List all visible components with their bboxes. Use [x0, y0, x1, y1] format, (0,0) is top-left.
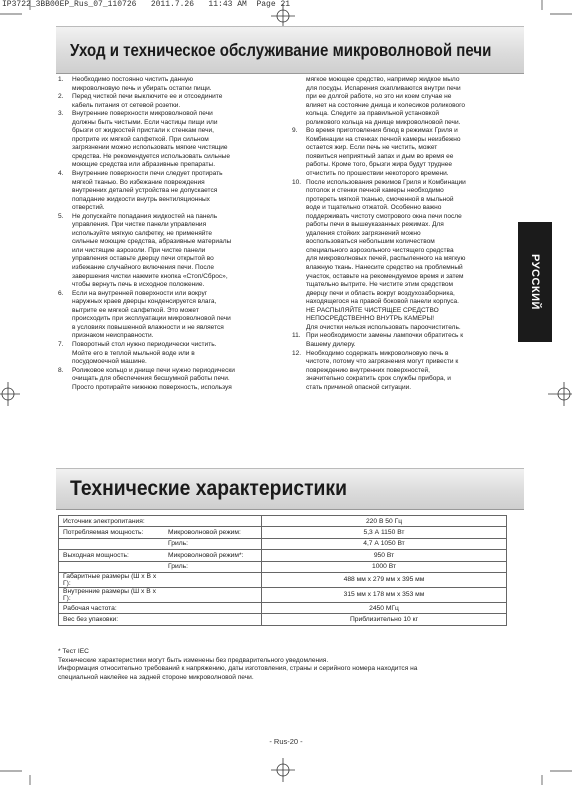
note-line: Информация относительно требований к напряжению, даты изготовления, страны и серийного номера находится на	[58, 665, 418, 673]
care-item-line: роликового кольца на днище микроволновой печи.	[306, 118, 461, 126]
care-item-line: воде и тщательно отжатой. Особенно важно	[306, 204, 442, 212]
care-item	[58, 170, 276, 213]
care-item-line: влажную ткань. Нанесите средство на проблемный	[306, 264, 463, 272]
care-item-line: внутренних деталей устройства не допускается	[72, 187, 218, 195]
care-item-line: кабель питания от сетевой розетки.	[72, 101, 181, 109]
care-item	[292, 127, 510, 178]
care-item	[292, 332, 510, 349]
care-item-line: Просто протирайте нижнюю поверхность, используя	[72, 383, 232, 391]
care-item-line: повреждению внутренних поверхностей,	[306, 366, 430, 374]
spec-value: 5,3 А 1150 Вт	[262, 527, 507, 538]
care-item-line: работы печи в вышеуказанных режимах. Для	[306, 221, 444, 229]
care-item-number: 2.	[58, 93, 64, 101]
care-item-line: Не допускайте попадания жидкостей на панель	[72, 212, 218, 220]
care-item-line: или чистящие аэрозоли. При чистке панели	[72, 246, 206, 254]
care-item-number: 11.	[292, 332, 301, 340]
care-item-line: Если на внутренней поверхности или вокруг	[72, 289, 208, 297]
care-item-line: должны быть чистыми. Если частицы пищи или	[72, 118, 218, 126]
care-item-line: сильные моющие средства, абразивные материалы	[72, 238, 232, 246]
care-item-line: моющие средства или абразивные препараты.	[72, 161, 216, 169]
spec-sublabel: Гриль:	[164, 561, 262, 572]
spec-label: Потребляемая мощность:	[59, 527, 165, 538]
spec-row	[59, 516, 507, 527]
care-item-line: при ее долгой работе, но это ни коем случае не	[306, 93, 452, 101]
care-item-number: 8.	[58, 366, 64, 374]
care-item-number: 5.	[58, 212, 64, 220]
care-item-line: загрязнении можно использовать мягкие чистящие	[72, 144, 228, 152]
care-item-line: Перед чисткой печи выключите ее и отсоедините	[72, 93, 223, 101]
care-item-number: 6.	[58, 289, 64, 297]
spec-row	[59, 538, 507, 549]
spec-label: Габаритные размеры (Ш x В x Г):	[59, 572, 165, 587]
care-item-line: Внутренние поверхности микроволновой печи	[72, 110, 213, 118]
print-slug: IP3722_3BB00EP_Rus_07_110726 2011.7.26 11:43 AM Page 21	[2, 0, 291, 9]
care-item-line: НЕ РАСПЫЛЯЙТЕ ЧИСТЯЩЕЕ СРЕДСТВО	[306, 306, 439, 314]
care-item-line: чтобы вернуть печь в исходное положение.	[72, 281, 205, 289]
spec-sublabel: Гриль:	[164, 538, 262, 549]
spec-label: Вес без упаковки:	[59, 614, 165, 625]
care-item-line: отчистить по прошествии некоторого времени.	[306, 170, 449, 178]
specs-table	[58, 515, 507, 626]
care-item	[58, 290, 276, 341]
care-item	[292, 179, 510, 333]
care-item-line: брызги от жидкостей пристали к стенкам печи,	[72, 127, 214, 135]
care-item-line: для посуды. Испарения скапливаются внутри печи	[306, 84, 461, 92]
spec-row	[59, 527, 507, 538]
spec-row	[59, 602, 507, 613]
care-item-line: избежание случайного включения печи. После	[72, 264, 215, 272]
spec-value: 315 мм x 178 мм x 353 мм	[262, 587, 507, 602]
care-item-line: мягкой тканью. Во избежание повреждения	[72, 178, 205, 186]
care-item-line: управления. При чистке панели управления	[72, 221, 207, 229]
care-item-line: средства. Не рекомендуется использовать сильные	[72, 152, 231, 160]
care-item-line: остается жир. Если печь не чистить, может	[306, 144, 438, 152]
care-item-line: для микроволновых печей, распыленного на мягкую	[306, 255, 466, 263]
care-item-line: Вашему дилеру.	[306, 340, 356, 348]
care-item-line: стать причиной опасной ситуации.	[306, 383, 412, 391]
care-item-line: дверцу печи и область вокруг воздухозаборника,	[306, 289, 455, 297]
spec-value: 950 Вт	[262, 550, 507, 561]
care-item	[58, 110, 276, 170]
care-item	[292, 350, 510, 393]
care-item-line: попадание жидкости внутрь вентиляционных	[72, 195, 210, 203]
spec-row	[59, 572, 507, 587]
spec-label	[59, 538, 165, 549]
care-item-line: Для очистки нельзя использовать пароочиститель.	[306, 323, 461, 331]
spec-value: 2450 МГц	[262, 602, 507, 613]
care-item-line: Необходимо содержать микроволновую печь в	[306, 349, 449, 357]
care-item-number: 12.	[292, 349, 302, 357]
care-item-number: 3.	[58, 110, 64, 118]
care-item-line: завершения чистки нажмите кнопка «Стоп/Сброс»,	[72, 272, 228, 280]
care-item-line: Поворотный стол нужно периодически чистить.	[72, 340, 217, 348]
care-item-line: вытрите ее мягкой салфеткой. Это может	[72, 306, 199, 314]
care-item-line: чистоте, потому что загрязнения могут привести к	[306, 358, 459, 366]
care-item-line: специального аэрозольного чистящего средства	[306, 246, 454, 254]
note-line: Технические характеристики могут быть изменены без предварительного уведомления.	[58, 656, 329, 664]
care-item-line: протереть мягкой тканью, смоченной в мыльной	[306, 195, 454, 203]
care-item-line: Мойте его в теплой мыльной воде или в	[72, 349, 195, 357]
care-item	[58, 93, 276, 110]
care-item-number: 7.	[58, 340, 64, 348]
spec-value: 4,7 А 1050 Вт	[262, 538, 507, 549]
care-item-line: Во время приготовления блюд в режимах Гриля и	[306, 127, 458, 135]
care-item-number: 1.	[58, 76, 64, 83]
spec-label: Внутренние размеры (Ш x В x Г):	[59, 587, 165, 602]
care-item-line: отверстий.	[72, 204, 105, 212]
care-instructions	[58, 76, 510, 392]
spec-row	[59, 587, 507, 602]
care-item-line: находящегося на правой боковой панели корпуса.	[306, 298, 459, 306]
care-item-line: в условиях повышенной влажности и не является	[72, 323, 224, 331]
care-item-line: кольца. Следите за правильной установкой	[306, 110, 439, 118]
care-item-line: признаком неисправности.	[72, 332, 154, 340]
care-item-line: При необходимости замены лампочки обратитесь к	[306, 332, 464, 340]
care-item-number: 9.	[292, 127, 298, 135]
page-number: - Rus-20 -	[269, 737, 303, 746]
care-item-line: микроволновую печь и убирать остатки пищи.	[72, 84, 212, 92]
spec-value: Приблизительно 10 кг	[262, 614, 507, 625]
spec-row	[59, 614, 507, 625]
care-item-line: протрите их мягкой салфеткой. При сильном	[72, 135, 209, 143]
care-item-line: наружных краев дверцы конденсируется влага,	[72, 298, 217, 306]
care-item-line: происходить при эксплуатации микроволновой печи	[72, 315, 231, 323]
care-item-line: мягкое моющее средство, например жидкое мыло	[306, 76, 460, 83]
care-item-line: Внутренние поверхности печи следует протирать	[72, 170, 223, 178]
spec-sublabel	[164, 516, 262, 527]
care-item	[292, 76, 510, 127]
care-item	[58, 341, 276, 367]
spec-label: Рабочая частота:	[59, 602, 165, 613]
language-tab	[518, 222, 552, 342]
note-line: специальной наклейке на задней стороне микроволновой печи.	[58, 673, 254, 681]
care-item-line: используйте мягкую салфетку, не применяйте	[72, 229, 213, 237]
care-item-line: НЕПОСРЕДСТВЕННО ВНУТРЬ КАМЕРЫ!	[306, 315, 435, 323]
page-title: Уход и техническое обслуживание микроволновой печи	[70, 39, 492, 60]
spec-value: 1000 Вт	[262, 561, 507, 572]
specs-notes	[58, 648, 510, 682]
spec-sublabel	[164, 587, 262, 602]
care-item	[58, 213, 276, 290]
care-item-line: посудомоечной машине.	[72, 358, 147, 366]
care-item-line: появиться неприятный запах и дым во время ее	[306, 152, 454, 160]
care-item	[58, 76, 276, 93]
spec-value: 488 мм x 279 мм x 395 мм	[262, 572, 507, 587]
specs-title: Технические характеристики	[70, 477, 347, 500]
spec-sublabel: Микроволновой режим*:	[164, 550, 262, 561]
care-item-line: очищать для обеспечения бесшумной работы печи.	[72, 375, 230, 383]
care-item-line: Необходимо постоянно чистить данную	[72, 76, 194, 83]
care-item-line: После использования режимов Гриля и Комбинации	[306, 178, 466, 186]
note-line: * Тест IEC	[58, 648, 89, 655]
care-item-line: поддерживать чистоту смотрового окна печи после	[306, 212, 462, 220]
care-list-right	[292, 76, 510, 392]
care-item-line: Комбинации на стенках печной камеры неизбежно	[306, 135, 461, 143]
spec-sublabel	[164, 614, 262, 625]
care-item-line: значительно сократить срок службы прибора, и	[306, 375, 451, 383]
care-item-line: управления оставьте дверцу печи открытой во	[72, 255, 214, 263]
spec-label: Источник электропитания:	[59, 516, 165, 527]
care-item-line: влияет на состояние днища и колесиков роликового	[306, 101, 466, 109]
care-item-line: участок, оставьте на рекомендуемое время и затем	[306, 272, 464, 280]
spec-label	[59, 561, 165, 572]
care-item-number: 10.	[292, 178, 302, 186]
spec-sublabel	[164, 572, 262, 587]
care-list-left	[58, 76, 276, 392]
care-item-number: 4.	[58, 170, 64, 178]
spec-sublabel	[164, 602, 262, 613]
spec-sublabel: Микроволновой режим:	[164, 527, 262, 538]
care-item-line: Роликовое кольцо и днище печи нужно периодически	[72, 366, 235, 374]
care-item-line: воспользоваться небольшим количеством	[306, 238, 435, 246]
care-section-header	[56, 26, 524, 74]
spec-row	[59, 561, 507, 572]
specs-section-header	[56, 468, 524, 510]
spec-label: Выходная мощность:	[59, 550, 165, 561]
care-item	[58, 367, 276, 393]
care-item-line: тщательно вытрите. Не чистите этим средством	[306, 281, 454, 289]
care-item-line: удаления стойких загрязнений можно	[306, 229, 421, 237]
language-tab-label: РУССКИЙ	[529, 254, 541, 310]
spec-value: 220 В 50 Гц	[262, 516, 507, 527]
care-item-line: работы. Кроме того, брызги жира будут труднее	[306, 161, 453, 169]
care-item-line: потолок и стенки печной камеры необходимо	[306, 187, 444, 195]
spec-row	[59, 550, 507, 561]
